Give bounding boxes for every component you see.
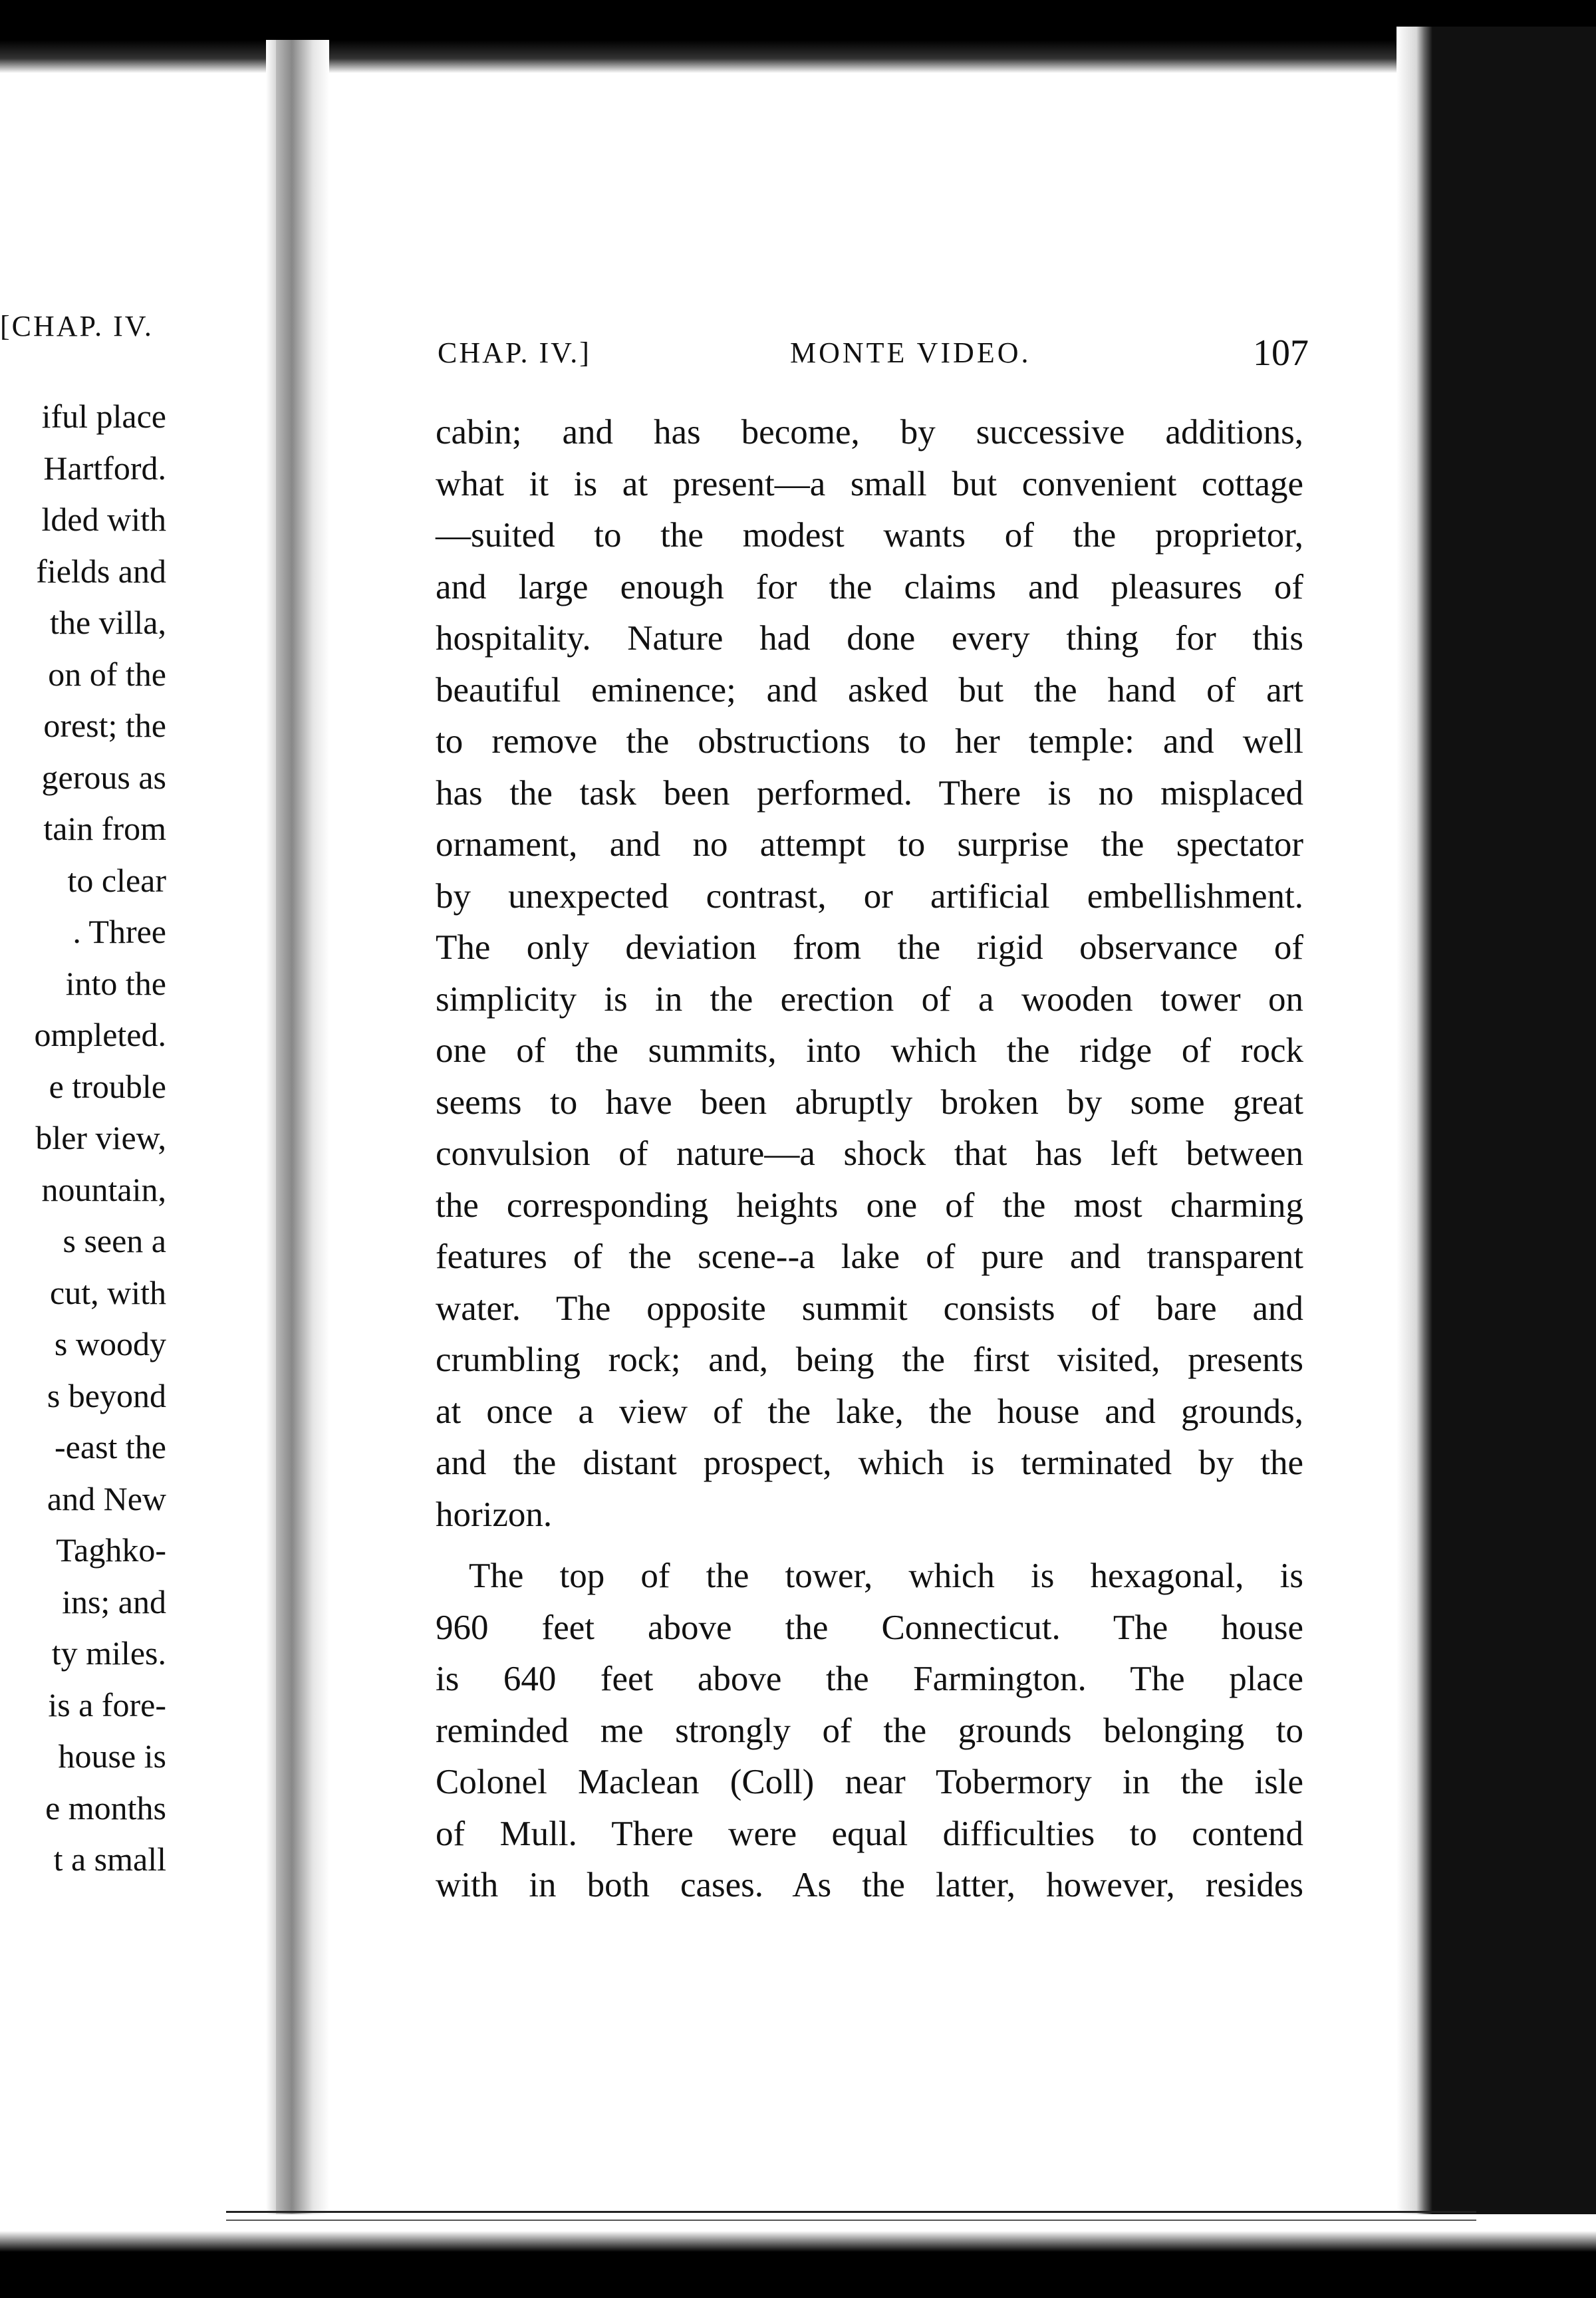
text-line: seems to have been abruptly broken by some great [436, 1083, 1303, 1122]
left-text-line: e trouble [49, 1067, 166, 1105]
text-line: horizon. [436, 1495, 553, 1534]
left-text-line: ins; and [62, 1583, 166, 1620]
text-line: has the task been performed. There is no misplaced [436, 773, 1303, 813]
text-line: to remove the obstructions to her temple: and well [436, 722, 1303, 761]
text-line: crumbling rock; and, being the first visited, presents [436, 1340, 1303, 1379]
left-text-line: and New [47, 1479, 166, 1517]
page-right-edge [1396, 27, 1596, 2274]
text-line: —suited to the modest wants of the proprietor, [436, 516, 1303, 555]
text-line: of Mull. There were equal difficulties to contend [436, 1814, 1303, 1853]
text-line: cabin; and has become, by successive additions, [436, 413, 1303, 451]
left-text-line: nountain, [41, 1170, 166, 1208]
text-line: The top of the tower, which is hexagonal, is [469, 1557, 1303, 1595]
left-text-line: orest; the [43, 707, 166, 744]
text-line: reminded me strongly of the grounds belonging to [436, 1711, 1303, 1750]
text-line: The only deviation from the rigid observance of [436, 928, 1303, 967]
text-line: beautiful eminence; and asked but the hand of art [436, 670, 1303, 709]
text-line: with in both cases. As the latter, however, resides [436, 1866, 1303, 1904]
left-text-line: is a fore- [48, 1686, 166, 1724]
text-line: simplicity is in the erection of a wooden tower on [436, 979, 1303, 1019]
chapter-label: CHAP. IV.] [438, 336, 591, 369]
left-text-line: into the [65, 964, 166, 1002]
text-line: hospitality. Nature had done every thing for this [436, 619, 1303, 658]
text-line: water. The opposite summit consists of bare and [436, 1289, 1303, 1328]
left-text-line: s seen a [63, 1222, 166, 1259]
left-text-line: t a small [53, 1841, 166, 1878]
left-text-line: s woody [54, 1325, 166, 1362]
left-text-line: Taghko- [56, 1531, 166, 1569]
paragraph-break [436, 1541, 1303, 1551]
left-page-running-header: [CHAP. IV. [0, 310, 154, 342]
text-line: convulsion of nature—a shock that has left between [436, 1134, 1303, 1173]
text-line: one of the summits, into which the ridge of rock [436, 1031, 1303, 1070]
left-text-line: ty miles. [51, 1634, 166, 1672]
text-line: features of the scene--a lake of pure and transparent [436, 1237, 1303, 1276]
left-text-line: the villa, [50, 604, 166, 641]
left-text-line: gerous as [41, 758, 166, 796]
scan-bottom-edge [0, 2214, 1596, 2298]
text-line: the corresponding heights one of the most charming [436, 1186, 1303, 1225]
left-page-text [0, 391, 166, 1886]
book-gutter [276, 40, 329, 2234]
left-text-line: Hartford. [43, 449, 166, 487]
left-text-line: fields and [36, 552, 166, 590]
text-line: by unexpected contrast, or artificial embellishment. [436, 876, 1303, 916]
scan-top-shadow [0, 0, 1596, 73]
left-text-line: e months [45, 1789, 166, 1827]
text-line: what it is at present—a small but convenient cottage [436, 464, 1303, 503]
left-text-line: iful place [41, 398, 166, 435]
text-line: ornament, and no attempt to surprise the spectator [436, 825, 1303, 864]
left-text-line: house is [58, 1737, 166, 1775]
left-text-line: -east the [55, 1428, 166, 1466]
left-text-line: . Three [72, 913, 166, 950]
left-text-line: on of the [48, 655, 166, 693]
running-title: MONTE VIDEO. [790, 336, 1031, 369]
text-line: at once a view of the lake, the house and grounds, [436, 1392, 1303, 1431]
page-number: 107 [1253, 332, 1309, 374]
text-line: and large enough for the claims and pleasures of [436, 567, 1303, 606]
left-text-line: s beyond [47, 1376, 166, 1414]
text-line: and the distant prospect, which is terminated by the [436, 1444, 1303, 1482]
left-text-line: bler view, [35, 1119, 166, 1156]
left-text-line: lded with [41, 501, 166, 538]
page-body [436, 407, 1303, 1912]
left-text-line: cut, with [50, 1273, 166, 1311]
left-text-line: to clear [67, 861, 166, 899]
running-header [438, 332, 1309, 382]
text-line: 960 feet above the Connecticut. The house [436, 1608, 1303, 1647]
page-bottom-edge-lines [226, 2211, 1476, 2221]
text-line: Colonel Maclean (Coll) near Tobermory in the isle [436, 1763, 1303, 1801]
text-line: is 640 feet above the Farmington. The place [436, 1660, 1303, 1698]
left-text-line: ompleted. [34, 1016, 166, 1053]
left-text-line: tain from [43, 810, 166, 847]
